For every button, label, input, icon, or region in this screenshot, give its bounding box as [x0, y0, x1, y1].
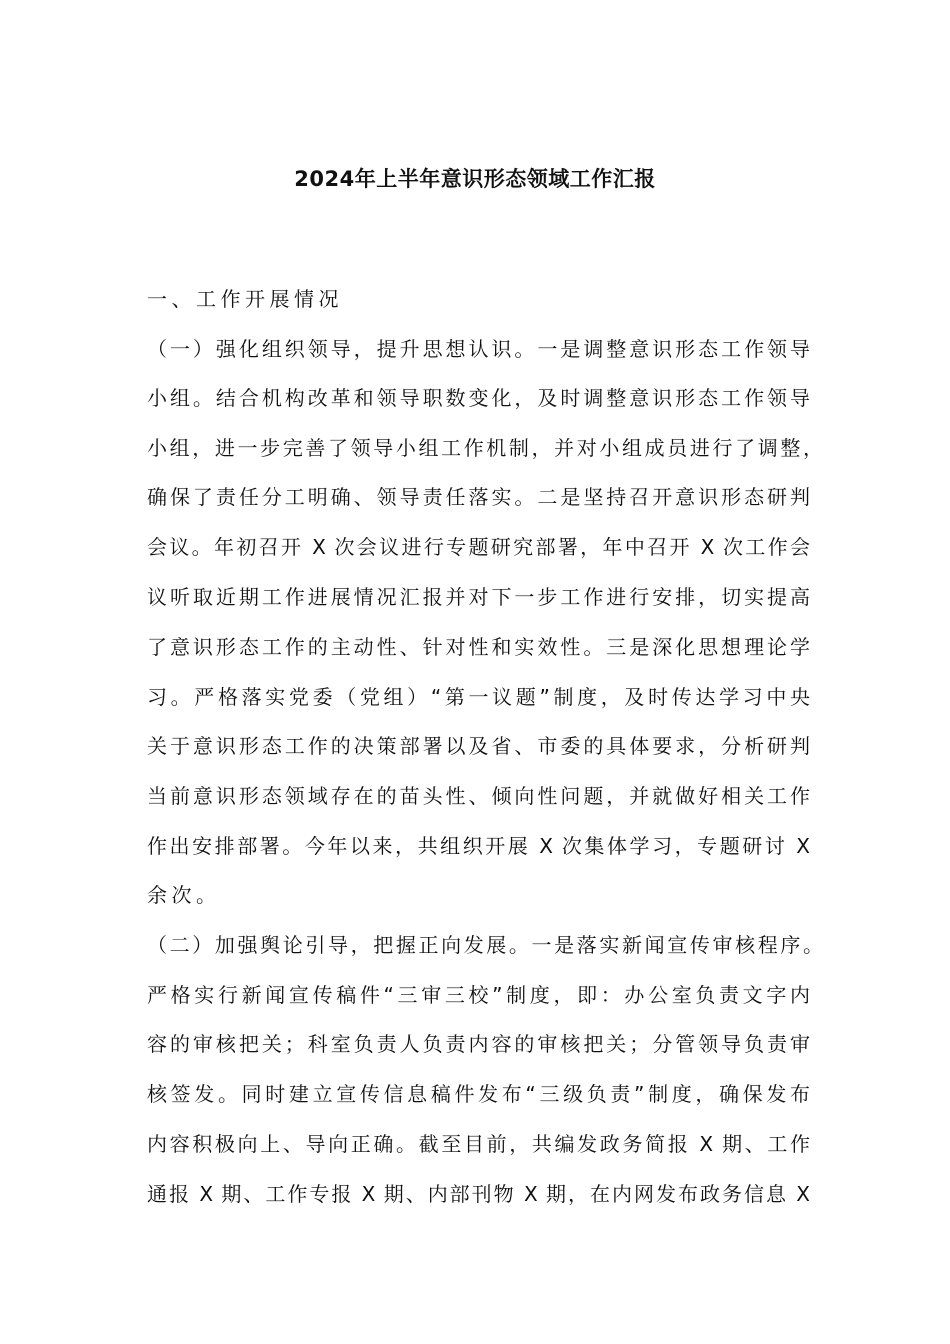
- paragraph-line: （二）加强舆论引导，把握正向发展。一是落实新闻宣传审核程序。: [147, 933, 823, 957]
- paragraph-line: 严格实行新闻宣传稿件“三审三校”制度，即：办公室负责文字内: [147, 983, 810, 1007]
- paragraph-line: 关于意识形态工作的决策部署以及省、市委的具体要求，分析研判: [147, 734, 810, 758]
- paragraph-line: 通报 X 期、工作专报 X 期、内部刊物 X 期，在内网发布政务信息 X: [147, 1182, 810, 1206]
- paragraph-line: 了意识形态工作的主动性、针对性和实效性。三是深化思想理论学: [147, 635, 810, 659]
- paragraph-line: 小组。结合机构改革和领导职数变化，及时调整意识形态工作领导: [147, 386, 810, 410]
- paragraph-line: 议听取近期工作进展情况汇报并对下一步工作进行安排，切实提高: [147, 585, 810, 609]
- paragraph-line: 确保了责任分工明确、领导责任落实。二是坚持召开意识形态研判: [147, 485, 810, 509]
- document-title: 2024年上半年意识形态领域工作汇报: [294, 167, 656, 191]
- paragraph-line: 容的审核把关；科室负责人负责内容的审核把关；分管领导负责审: [147, 1032, 810, 1056]
- paragraph-line: 习。严格落实党委（党组）“第一议题”制度，及时传达学习中央: [147, 685, 810, 709]
- section-heading: 一、工作开展情况: [147, 287, 343, 311]
- paragraph-line: 小组，进一步完善了领导小组工作机制，并对小组成员进行了调整，: [147, 436, 823, 460]
- paragraph-line: 余次。: [147, 883, 221, 907]
- paragraph-line: 当前意识形态领域存在的苗头性、倾向性问题，并就做好相关工作: [147, 784, 810, 808]
- paragraph-line: （一）强化组织领导，提升思想认识。一是调整意识形态工作领导: [147, 337, 810, 361]
- paragraph-line: 会议。年初召开 X 次会议进行专题研究部署，年中召开 X 次工作会: [147, 535, 810, 559]
- paragraph-line: 作出安排部署。今年以来，共组织开展 X 次集体学习，专题研讨 X: [147, 834, 810, 858]
- paragraph-line: 内容积极向上、导向正确。截至目前，共编发政务简报 X 期、工作: [147, 1132, 810, 1156]
- paragraph-line: 核签发。同时建立宣传信息稿件发布“三级负责”制度，确保发布: [147, 1082, 810, 1106]
